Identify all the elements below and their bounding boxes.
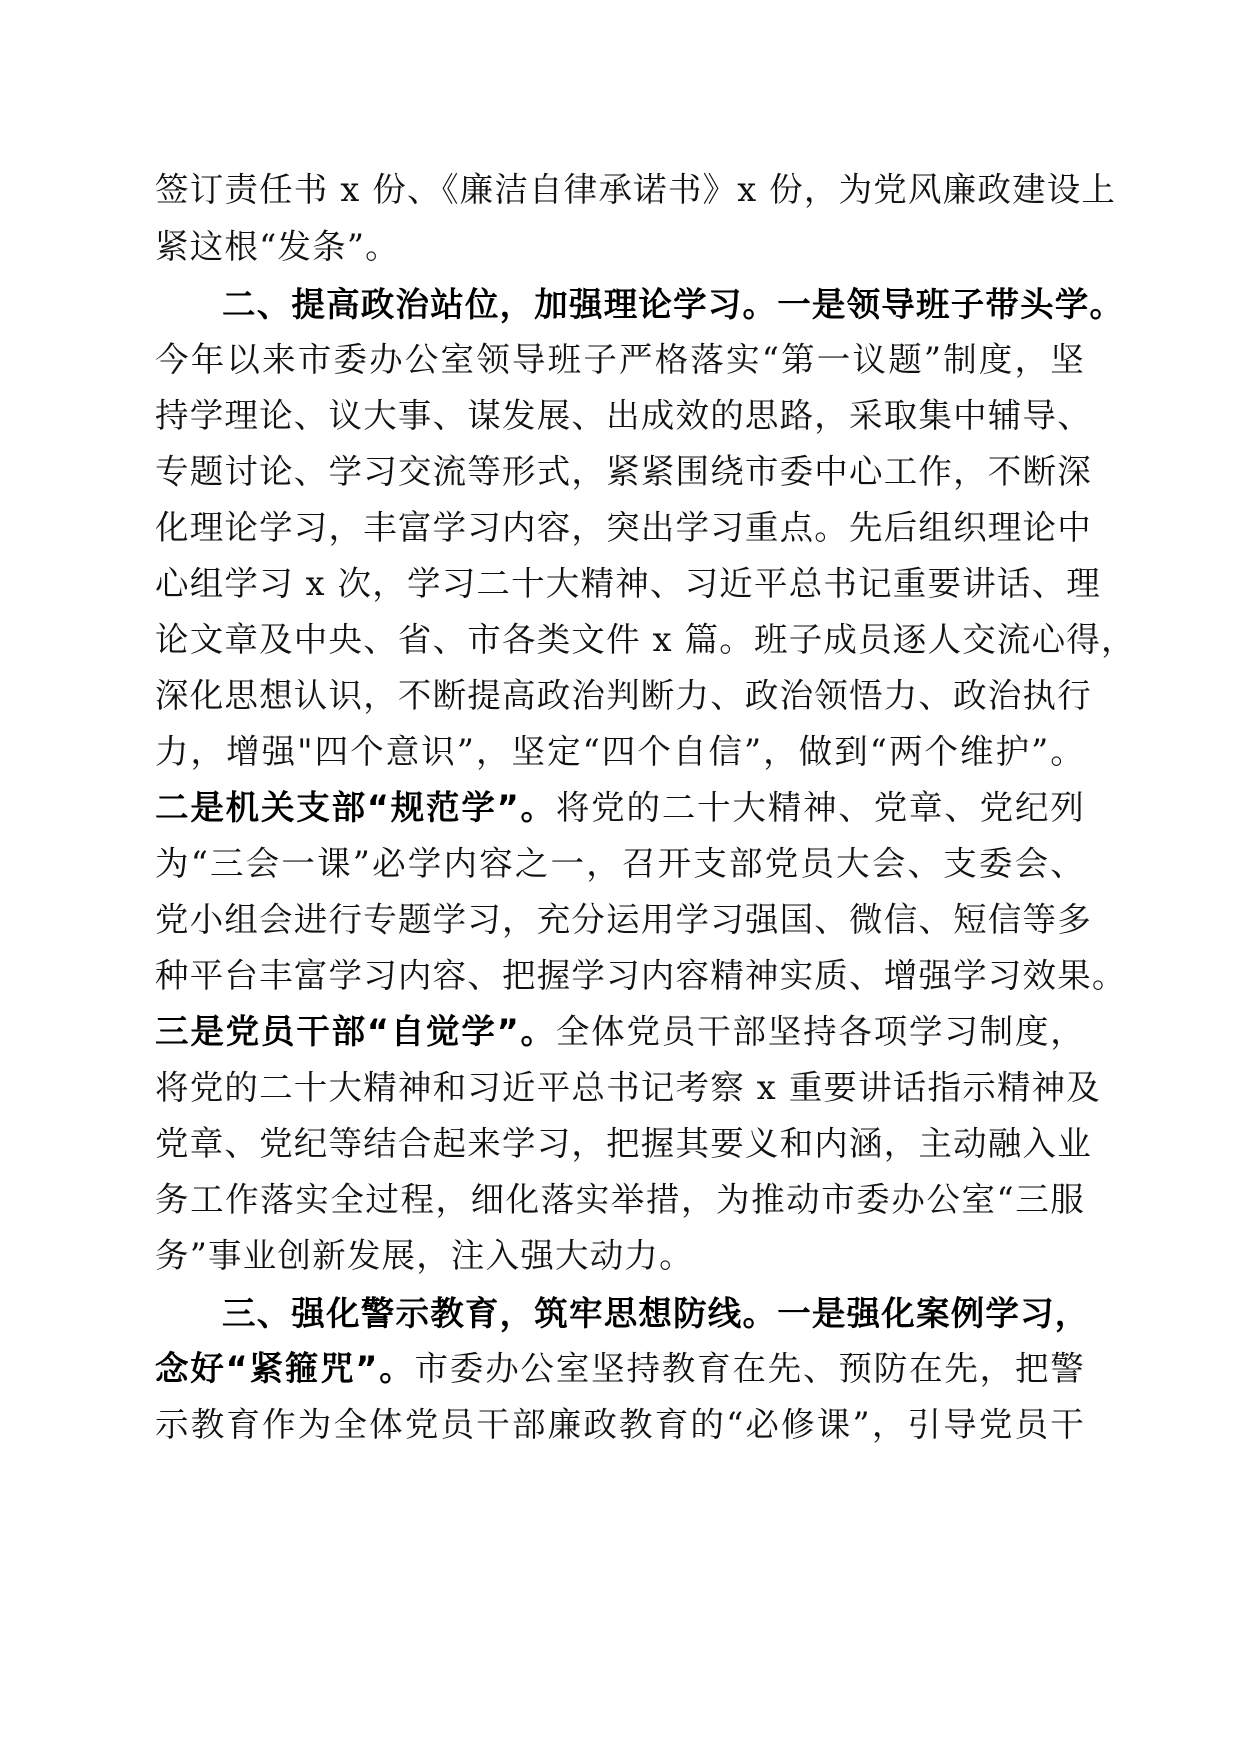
text-line (155, 556, 1101, 612)
section-heading-line (222, 1286, 1090, 1342)
text-run: 今年以来市委办公室领导班子严格落实“第一议题”制度，坚 (155, 340, 1085, 379)
text-run: 全体党员干部坚持各项学习制度， (555, 1012, 1086, 1051)
text-line (155, 1172, 1085, 1228)
text-run: 紧这根“发条”。 (155, 227, 400, 266)
text-run: 力，增强"四个意识”，坚定“四个自信”，做到“两个维护”。 (155, 732, 1085, 771)
text-run: 党章、党纪等结合起来学习，把握其要义和内涵，主动融入业 (155, 1124, 1092, 1163)
text-line (155, 836, 1085, 892)
text-line (155, 1341, 1085, 1397)
text-run: 将党的二十大精神、党章、党纪列 (555, 788, 1086, 827)
text-run: 化理论学习，丰富学习内容，突出学习重点。先后组织理论中 (155, 508, 1092, 547)
text-run: 党小组会进行专题学习，充分运用学习强国、微信、短信等多 (155, 900, 1092, 939)
text-line (155, 948, 1127, 1004)
text-line (155, 892, 1092, 948)
text-run: 将党的二十大精神和习近平总书记考察 x 重要讲话指示精神及 (155, 1068, 1101, 1107)
text-line (155, 219, 1085, 275)
section-heading: 二、提高政治站位，加强理论学习。一是领导班子带头学。 (222, 285, 1125, 324)
text-line (155, 1397, 1085, 1453)
text-run: 心组学习 x 次，学习二十大精神、习近平总书记重要讲话、理 (155, 564, 1101, 603)
text-line (155, 780, 1085, 836)
bold-lead: 二是机关支部“规范学”。 (155, 788, 556, 827)
text-run: 务”事业创新发展，注入强大动力。 (155, 1236, 694, 1275)
text-run: 为“三会一课”必学内容之一，召开支部党员大会、支委会、 (155, 844, 1085, 883)
text-line (155, 500, 1092, 556)
text-line (155, 162, 1117, 218)
text-run: 示教育作为全体党员干部廉政教育的“必修课”，引导党员干 (155, 1405, 1085, 1444)
text-line (155, 444, 1092, 500)
text-line (155, 388, 1092, 444)
text-run: 种平台丰富学习内容、把握学习内容精神实质、增强学习效果。 (155, 956, 1127, 995)
text-run: 务工作落实全过程，细化落实举措，为推动市委办公室“三服 (155, 1180, 1085, 1219)
text-line (155, 1228, 1085, 1284)
text-line (155, 612, 1136, 668)
text-run: 持学理论、议大事、谋发展、出成效的思路，采取集中辅导、 (155, 396, 1092, 435)
section-heading: 三、强化警示教育，筑牢思想防线。一是强化案例学习， (222, 1294, 1090, 1333)
bold-lead: 三是党员干部“自觉学”。 (155, 1012, 556, 1051)
text-line (155, 1116, 1092, 1172)
text-run: 专题讨论、学习交流等形式，紧紧围绕市委中心工作，不断深 (155, 452, 1092, 491)
section-heading-line (222, 277, 1125, 333)
text-line (155, 332, 1085, 388)
text-run: 市委办公室坚持教育在先、预防在先，把警 (414, 1349, 1085, 1388)
text-line (155, 1060, 1101, 1116)
text-line (155, 668, 1092, 724)
bold-lead: 念好“紧箍咒”。 (155, 1349, 415, 1388)
text-run: 论文章及中央、省、市各类文件 x 篇。班子成员逐人交流心得， (155, 620, 1136, 659)
text-line (155, 1004, 1085, 1060)
text-run: 深化思想认识，不断提高政治判断力、政治领悟力、政治执行 (155, 676, 1092, 715)
text-run: 签订责任书 x 份、《廉洁自律承诺书》x 份，为党风廉政建设上 (155, 170, 1117, 209)
text-line (155, 724, 1085, 780)
